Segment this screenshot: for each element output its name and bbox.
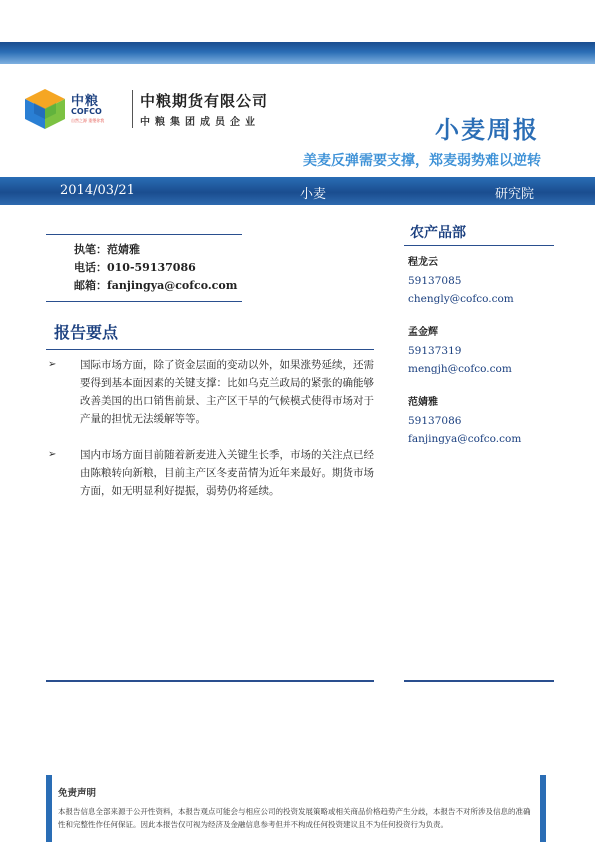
company-name: 中粮期货有限公司 bbox=[140, 92, 269, 110]
left-column-divider bbox=[46, 680, 374, 682]
report-department: 研究院 bbox=[495, 187, 535, 202]
summary-bullet bbox=[46, 446, 374, 500]
summary-bullet bbox=[46, 356, 374, 428]
summary-section-title: 报告要点 bbox=[46, 320, 374, 350]
sidebar-title: 农产品部 bbox=[404, 218, 554, 246]
phone-label: 电话： bbox=[74, 261, 107, 274]
contact-email[interactable]: chengly@cofco.com bbox=[408, 293, 514, 305]
writer-email: fanjingya@cofco.com bbox=[107, 279, 238, 292]
company-logo-block bbox=[22, 86, 282, 136]
contact-phone: 59137319 bbox=[408, 345, 462, 357]
contact-name: 程龙云 bbox=[408, 257, 438, 268]
report-title: 小麦周报 bbox=[435, 116, 539, 144]
info-bar bbox=[0, 177, 595, 205]
logo-divider bbox=[132, 90, 133, 128]
contact-name: 范婧雅 bbox=[408, 397, 438, 408]
arrow-bullet-icon: ➢ bbox=[48, 449, 57, 460]
logo-cn-short: 中粮 bbox=[71, 94, 100, 109]
summary-bullets bbox=[46, 356, 374, 518]
contact-sidebar bbox=[404, 218, 554, 464]
logo-en: COFCO bbox=[71, 107, 102, 116]
writer-name: 范婧雅 bbox=[107, 243, 140, 256]
company-subtitle: 中粮集团成员企业 bbox=[140, 117, 260, 128]
author-writer-row bbox=[74, 241, 242, 259]
contact-email[interactable]: fanjingya@cofco.com bbox=[408, 433, 522, 445]
contact-card bbox=[404, 254, 554, 308]
arrow-bullet-icon: ➢ bbox=[48, 359, 57, 370]
contact-email[interactable]: mengjh@cofco.com bbox=[408, 363, 512, 375]
author-phone-row bbox=[74, 259, 242, 277]
author-email-row bbox=[74, 277, 242, 295]
disclaimer-box bbox=[46, 775, 546, 842]
report-date: 2014/03/21 bbox=[60, 183, 135, 198]
cofco-cube-logo-icon bbox=[22, 86, 68, 132]
disclaimer-text: 本报告信息全部来源于公开性资料，本报告观点可能会与相应公司的投资发展策略或相关商品价格趋势产生分歧，本报告不对所涉及信息的准确性和完整性作任何保证。因此本报告仅可视为经济及金融信息参考但并不构成任何投资建议且不为任何投资行为负责。 bbox=[58, 807, 531, 829]
contact-name: 孟金辉 bbox=[408, 327, 438, 338]
author-info-box bbox=[46, 234, 242, 302]
summary-bullet-text: 国际市场方面，除了资金层面的变动以外，如果涨势延续，还需要得到基本面因素的关键支撑：比如乌克兰政局的紧张的确能够改善美国的出口销售前景、主产区干旱的气候模式使得市场对于产量的担忧无法缓解等等。 bbox=[80, 359, 374, 425]
contact-phone: 59137086 bbox=[408, 415, 462, 427]
contact-card bbox=[404, 394, 554, 448]
disclaimer-title: 免责声明 bbox=[58, 788, 97, 799]
contact-card bbox=[404, 324, 554, 378]
report-headline: 美麦反弹需要支撑，郑麦弱势难以逆转 bbox=[303, 153, 541, 169]
top-header-band bbox=[0, 42, 595, 64]
writer-phone: 010-59137086 bbox=[107, 261, 196, 274]
contact-phone: 59137085 bbox=[408, 275, 462, 287]
report-category: 小麦 bbox=[300, 187, 327, 202]
right-column-divider bbox=[404, 680, 554, 682]
email-label: 邮箱： bbox=[74, 279, 107, 292]
summary-bullet-text: 国内市场方面目前随着新麦进入关键生长季，市场的关注点已经由陈粮转向新粮，目前主产区冬麦苗情为近年来最好。期货市场方面，如无明显利好提振，弱势仍将延续。 bbox=[80, 449, 374, 497]
writer-label: 执笔： bbox=[74, 243, 107, 256]
logo-tagline: 自然之源 重塑你我 bbox=[71, 118, 105, 123]
